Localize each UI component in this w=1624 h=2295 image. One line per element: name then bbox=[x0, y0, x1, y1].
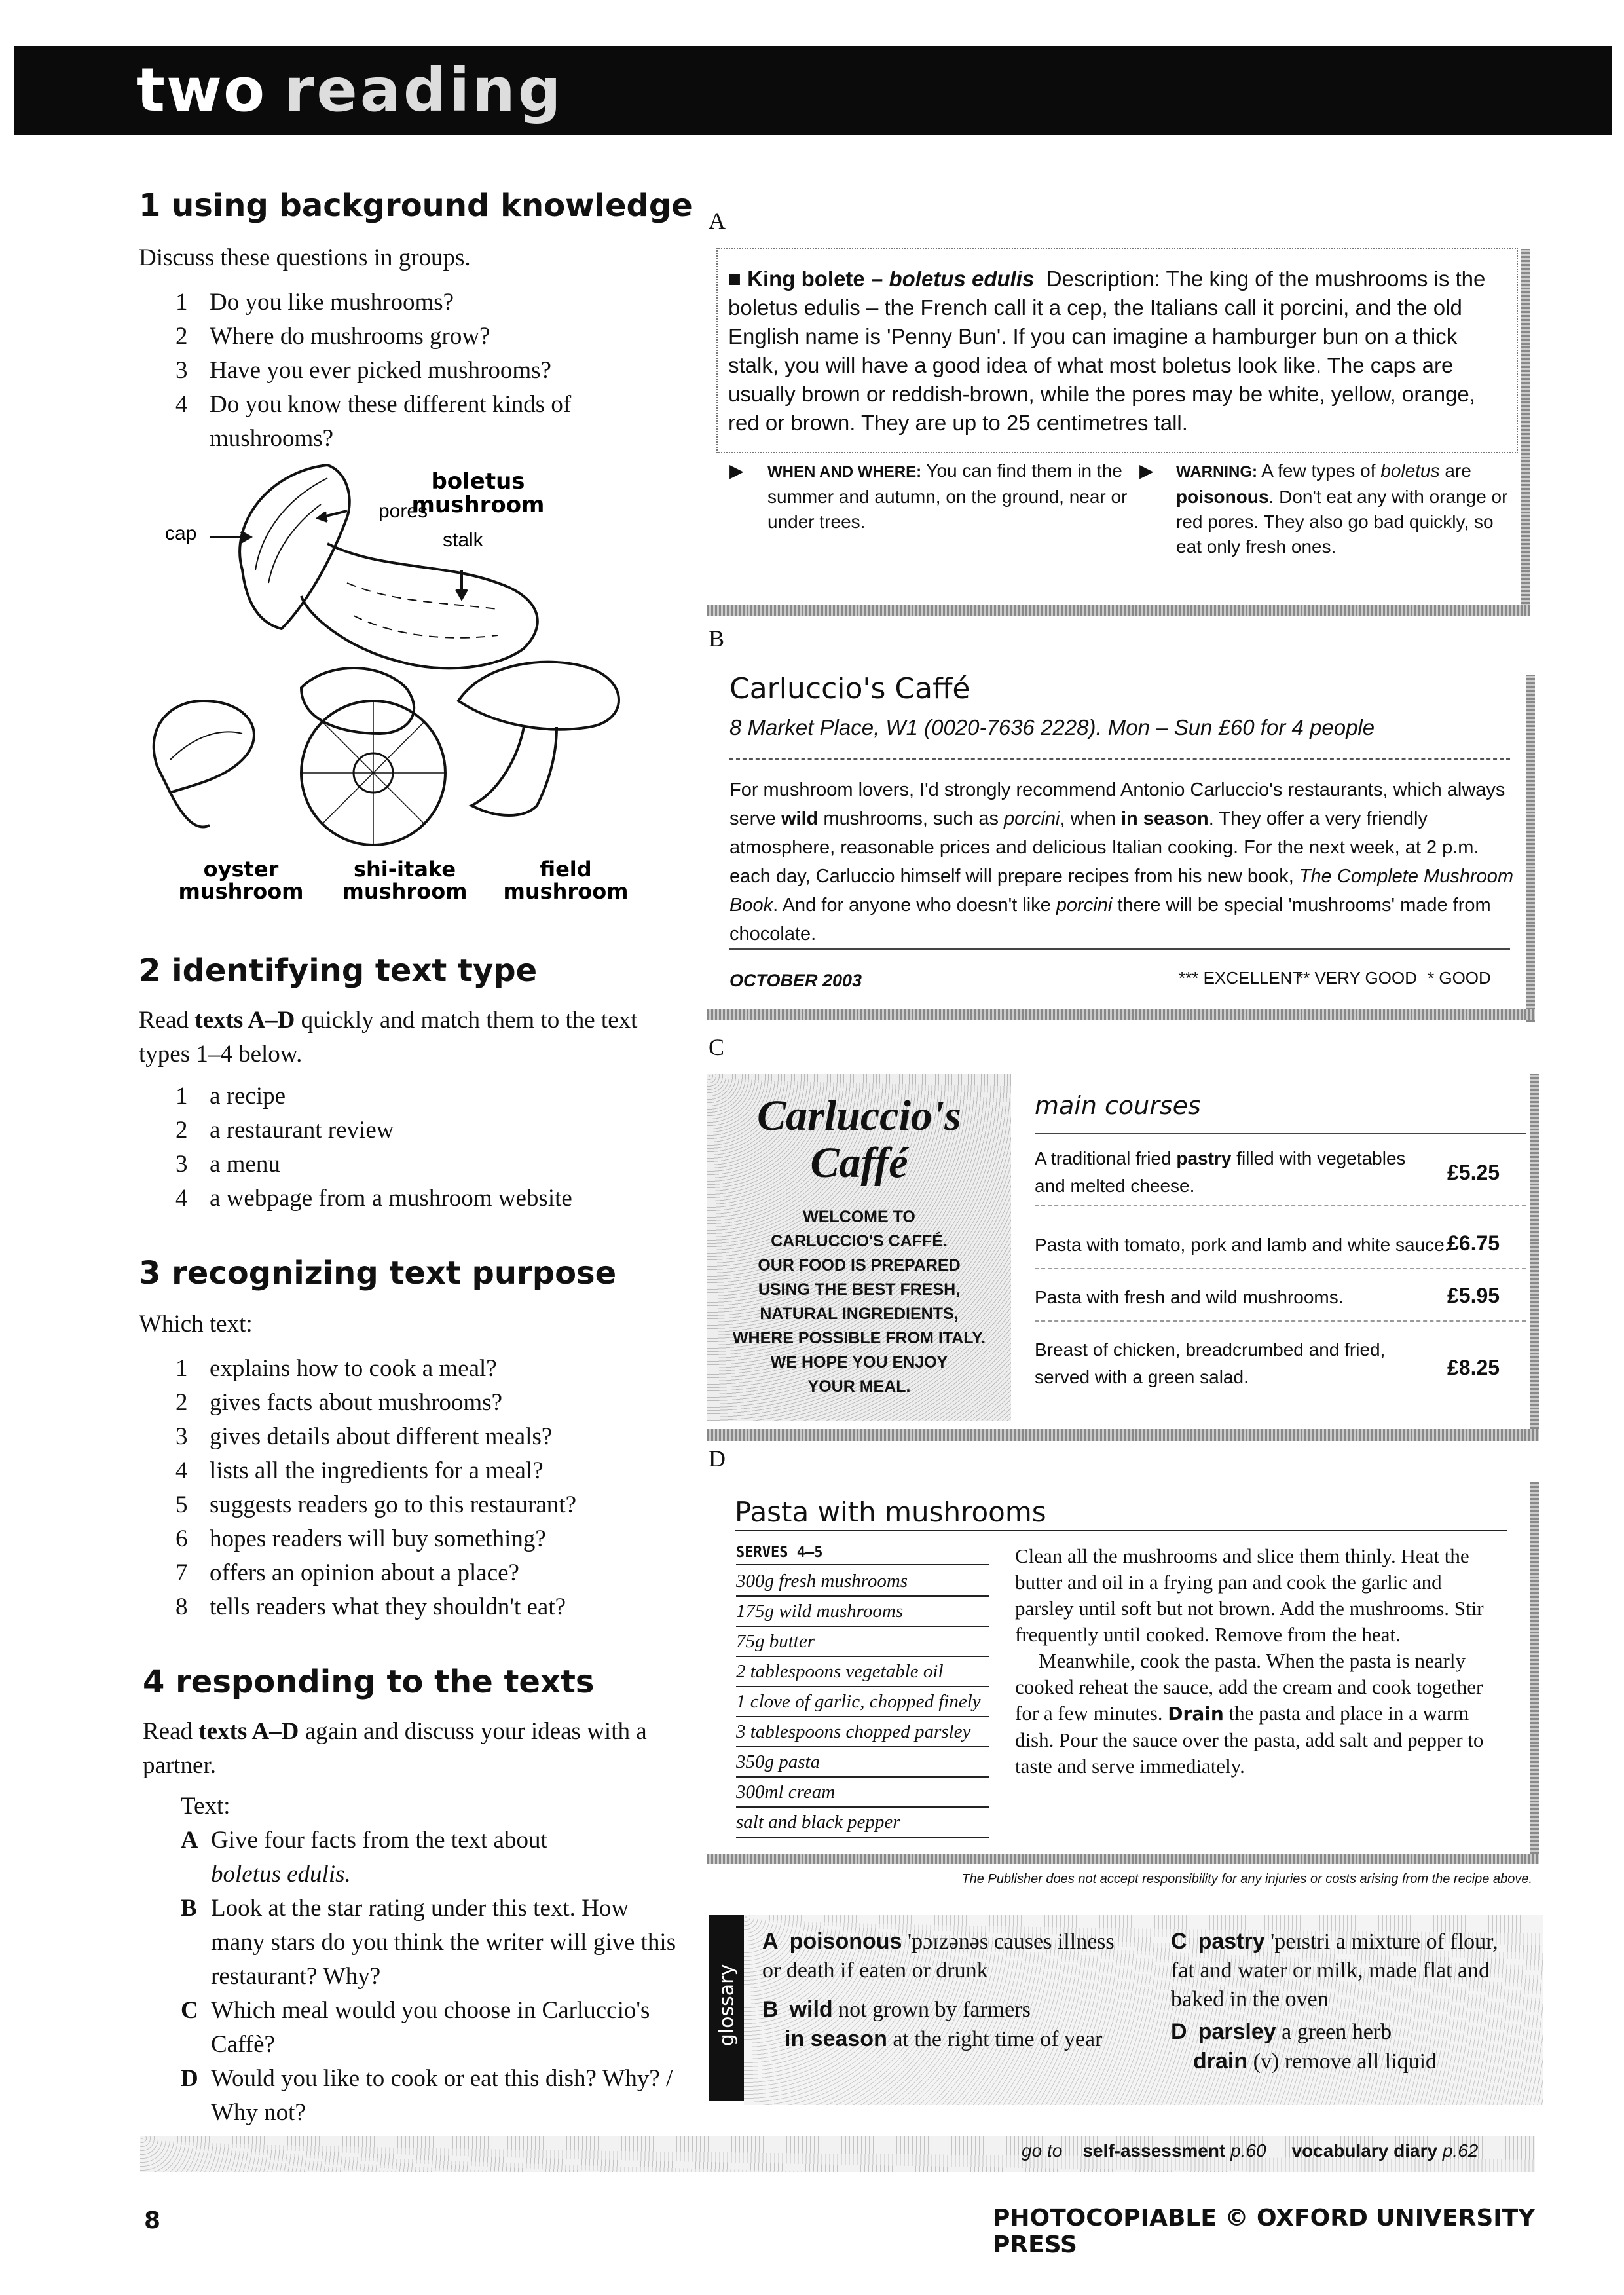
divider bbox=[1035, 1268, 1526, 1269]
menu-heading: main courses bbox=[1035, 1091, 1201, 1120]
rating-key-2: ** VERY GOOD bbox=[1297, 968, 1417, 988]
label-boletus: boletus mushroom bbox=[411, 468, 545, 518]
text-a-warning: ▶ WARNING: A few types of boletus are poisonous. Don't eat any with orange or red pores. They also go bad quickly, so eat only fresh ones. bbox=[1133, 458, 1519, 559]
list-item: 1 explains how to cook a meal? bbox=[175, 1355, 497, 1382]
recipe-method: Clean all the mushrooms and slice them thinly. Heat the butter and oil in a frying pan and cook the garlic and parsley until soft but not brown. Add the mushrooms. Stir frequently until cooked. Remove from the heat. Meanwhile, cook the pasta. When the pasta is nearly cooked reheat the sauce, add the cream and cook together for a few minutes. Drain the pasta and place in a warm dish. Pour the sauce over the pasta, add salt and pepper to taste and serve immediately. bbox=[1015, 1544, 1484, 1778]
label-stalk: stalk bbox=[443, 529, 483, 551]
text-b-review: For mushroom lovers, I'd strongly recommend Antonio Carluccio's restaurants, which always serve wild mushrooms, such as porcini, when in season. They offer a very friendly atmosphere, reasonable prices and delicious Italian cooking. For the next week, at 2 p.m. each day, Carluccio himself will prepare recipes from his new book, The Complete Mushroom Book. And for anyone who doesn't like porcini there will be special 'mushrooms' made from chocolate. bbox=[729, 779, 1514, 944]
oyster-mushroom bbox=[154, 701, 254, 793]
list-item: A Give four facts from the text about boletus edulis. bbox=[181, 1827, 547, 1888]
ingredient: 1 clove of garlic, chopped finely bbox=[736, 1687, 989, 1717]
vocabulary-diary-link[interactable]: vocabulary diary p.62 bbox=[1291, 2140, 1479, 2161]
text-a-letter: A bbox=[709, 208, 726, 234]
divider bbox=[735, 1530, 1507, 1531]
label-field: field mushroom bbox=[503, 857, 629, 904]
menu-item: Pasta with tomato, pork and lamb and white sauce. bbox=[1035, 1235, 1450, 1255]
label-shiitake: shi-itake mushroom bbox=[342, 857, 468, 904]
goto-links: go to self-assessment p.60 vocabulary diary p.62 bbox=[1022, 2140, 1479, 2161]
ingredient: 3 tablespoons chopped parsley bbox=[736, 1717, 989, 1747]
section-4-text-label: Text: bbox=[181, 1793, 231, 1819]
unit-number: two bbox=[136, 55, 267, 125]
rating-key-1: * GOOD bbox=[1428, 968, 1491, 988]
menu-price: £6.75 bbox=[1447, 1231, 1500, 1255]
section-2-title: 2 identifying text type bbox=[139, 952, 538, 989]
divider bbox=[729, 758, 1510, 760]
section-4-instruction: Read texts A–D again and discuss your ideas with a partner. bbox=[143, 1718, 647, 1779]
list-item: 4 a webpage from a mushroom website bbox=[175, 1185, 572, 1212]
divider bbox=[1035, 1205, 1526, 1206]
arrow-icon: ▶ bbox=[1139, 460, 1154, 481]
text-b-letter: B bbox=[709, 625, 725, 652]
shiitake-mushroom bbox=[301, 668, 414, 734]
recipe-serves: SERVES 4–5 bbox=[736, 1542, 989, 1565]
list-item: 2 Where do mushrooms grow? bbox=[175, 323, 490, 350]
text-b-date: OCTOBER 2003 bbox=[729, 971, 862, 990]
ingredient: 175g wild mushrooms bbox=[736, 1597, 989, 1627]
list-item: 2 a restaurant review bbox=[175, 1117, 394, 1144]
boletus-stalk bbox=[301, 544, 538, 668]
list-item: 3 Have you ever picked mushrooms? bbox=[175, 357, 551, 384]
section-2-instruction: Read texts A–D quickly and match them to the text types 1–4 below. bbox=[139, 1007, 638, 1068]
list-item: 6 hopes readers will buy something? bbox=[175, 1525, 546, 1552]
text-d-letter: D bbox=[709, 1446, 726, 1472]
arrow-icon: ▶ bbox=[729, 460, 744, 481]
list-item: B Look at the star rating under this text. How many stars do you think the writer will give this restaurant? Why? bbox=[181, 1895, 676, 1990]
section-3-instruction: Which text: bbox=[139, 1311, 253, 1337]
rating-key-3: *** EXCELLENT bbox=[1179, 968, 1303, 988]
menu-price: £5.25 bbox=[1447, 1161, 1500, 1184]
list-item: 2 gives facts about mushrooms? bbox=[175, 1389, 502, 1416]
ingredient: 300g fresh mushrooms bbox=[736, 1567, 989, 1597]
ingredient-list bbox=[736, 1567, 989, 1838]
list-item: C Which meal would you choose in Carluccio's Caffè? bbox=[181, 1997, 650, 2058]
page-number: 8 bbox=[144, 2207, 161, 2234]
label-cap: cap bbox=[165, 523, 197, 544]
unit-header bbox=[14, 46, 1612, 135]
label-pores: pores bbox=[378, 500, 428, 522]
ingredient: 300ml cream bbox=[736, 1778, 989, 1808]
menu-price: £8.25 bbox=[1447, 1356, 1500, 1379]
list-item: 4 lists all the ingredients for a meal? bbox=[175, 1457, 544, 1484]
list-item: 7 offers an opinion about a place? bbox=[175, 1559, 519, 1586]
divider bbox=[1035, 1320, 1526, 1322]
menu-logo: Carluccio's Caffé bbox=[757, 1092, 961, 1187]
section-2-list bbox=[175, 1079, 699, 1216]
menu-logo-panel bbox=[707, 1074, 1011, 1421]
glossary-tab: glossary bbox=[709, 1915, 744, 2101]
glossary-entry-d: D parsley a green herb drain (v) remove all liquid bbox=[1171, 2019, 1437, 2074]
text-a-body: ■ King bolete – boletus edulis Description: The king of the mushrooms is the boletus edulis – the French call it a cep, the Italians call it porcini, and the old English name is 'Penny Bun'. If you can imagine a hamburger bun on a thick stalk, you will have a good idea of what most boletus look like. The caps are usually brown or reddish-brown, while the pores may be white, yellow, orange, red or brown. They are up to 25 centimetres tall. bbox=[728, 267, 1486, 435]
glossary-entry-b: B wild not grown by farmers in season at the right time of year bbox=[762, 1997, 1103, 2051]
glossary-entry-c: C pastry 'peɪstri a mixture of flour, fat and water or milk, made flat and baked in the oven bbox=[1171, 1929, 1498, 2011]
ingredient: 350g pasta bbox=[736, 1747, 989, 1778]
text-a-box bbox=[716, 248, 1518, 453]
recipe-title: Pasta with mushrooms bbox=[735, 1496, 1046, 1528]
text-c-letter: C bbox=[709, 1034, 725, 1060]
list-item: 3 gives details about different meals? bbox=[175, 1423, 553, 1450]
section-1-questions bbox=[175, 286, 699, 456]
section-3-list bbox=[175, 1352, 699, 1624]
section-1-instruction: Discuss these questions in groups. bbox=[139, 244, 471, 271]
ingredient: salt and black pepper bbox=[736, 1808, 989, 1838]
list-item: 8 tells readers what they shouldn't eat? bbox=[175, 1594, 566, 1620]
menu-item: Breast of chicken, breadcrumbed and fried, served with a green salad. bbox=[1035, 1339, 1386, 1387]
section-4-title: 4 responding to the texts bbox=[143, 1664, 595, 1700]
list-item: 5 suggests readers go to this restaurant? bbox=[175, 1491, 576, 1518]
list-item: D Would you like to cook or eat this dish? Why? / Why not? bbox=[181, 2065, 673, 2126]
menu-item: A traditional fried pastry filled with vegetables and melted cheese. bbox=[1035, 1148, 1406, 1196]
text-a-when: ▶ WHEN AND WHERE: You can find them in the summer and autumn, on the ground, near or under trees. bbox=[716, 458, 1135, 534]
label-oyster: oyster mushroom bbox=[178, 857, 304, 904]
section-4-list bbox=[181, 1823, 678, 2130]
menu-item: Pasta with fresh and wild mushrooms. bbox=[1035, 1287, 1344, 1307]
mushroom-illustration bbox=[131, 452, 681, 910]
field-mushroom bbox=[458, 662, 619, 730]
text-b-restaurant-name: Carluccio's Caffé bbox=[729, 672, 970, 705]
ingredient: 75g butter bbox=[736, 1627, 989, 1657]
divider bbox=[729, 948, 1510, 950]
copyright: PHOTOCOPIABLE © OXFORD UNIVERSITY PRESS bbox=[993, 2205, 1536, 2258]
menu-price: £5.95 bbox=[1447, 1284, 1500, 1307]
unit-title: reading bbox=[284, 55, 564, 125]
menu-welcome: WELCOME TO CARLUCCIO'S CAFFÉ. OUR FOOD IS PREPARED USING THE BEST FRESH, NATURAL INGREDIENTS, WHERE POSSIBLE FROM ITALY. WE HOPE YOU ENJOY YOUR MEAL. bbox=[732, 1208, 986, 1396]
list-item: 1 Do you like mushrooms? bbox=[175, 289, 454, 316]
recipe-disclaimer: The Publisher does not accept responsibility for any injuries or costs arising from the recipe above. bbox=[961, 1872, 1532, 1886]
list-item: 3 a menu bbox=[175, 1151, 280, 1178]
list-item: 1 a recipe bbox=[175, 1083, 286, 1110]
section-3-title: 3 recognizing text purpose bbox=[139, 1255, 617, 1292]
self-assessment-link[interactable]: self-assessment p.60 bbox=[1082, 2140, 1266, 2161]
list-item: 4 Do you know these different kinds of mushrooms? bbox=[175, 391, 572, 452]
text-b-address: 8 Market Place, W1 (0020-7636 2228). Mon – Sun £60 for 4 people bbox=[729, 715, 1375, 739]
divider bbox=[1035, 1133, 1526, 1134]
ingredient: 2 tablespoons vegetable oil bbox=[736, 1657, 989, 1687]
glossary-entry-a: A poisonous 'pɔɪzənəs causes illness or death if eaten or drunk bbox=[762, 1929, 1115, 1983]
section-1-title: 1 using background knowledge bbox=[139, 187, 693, 224]
